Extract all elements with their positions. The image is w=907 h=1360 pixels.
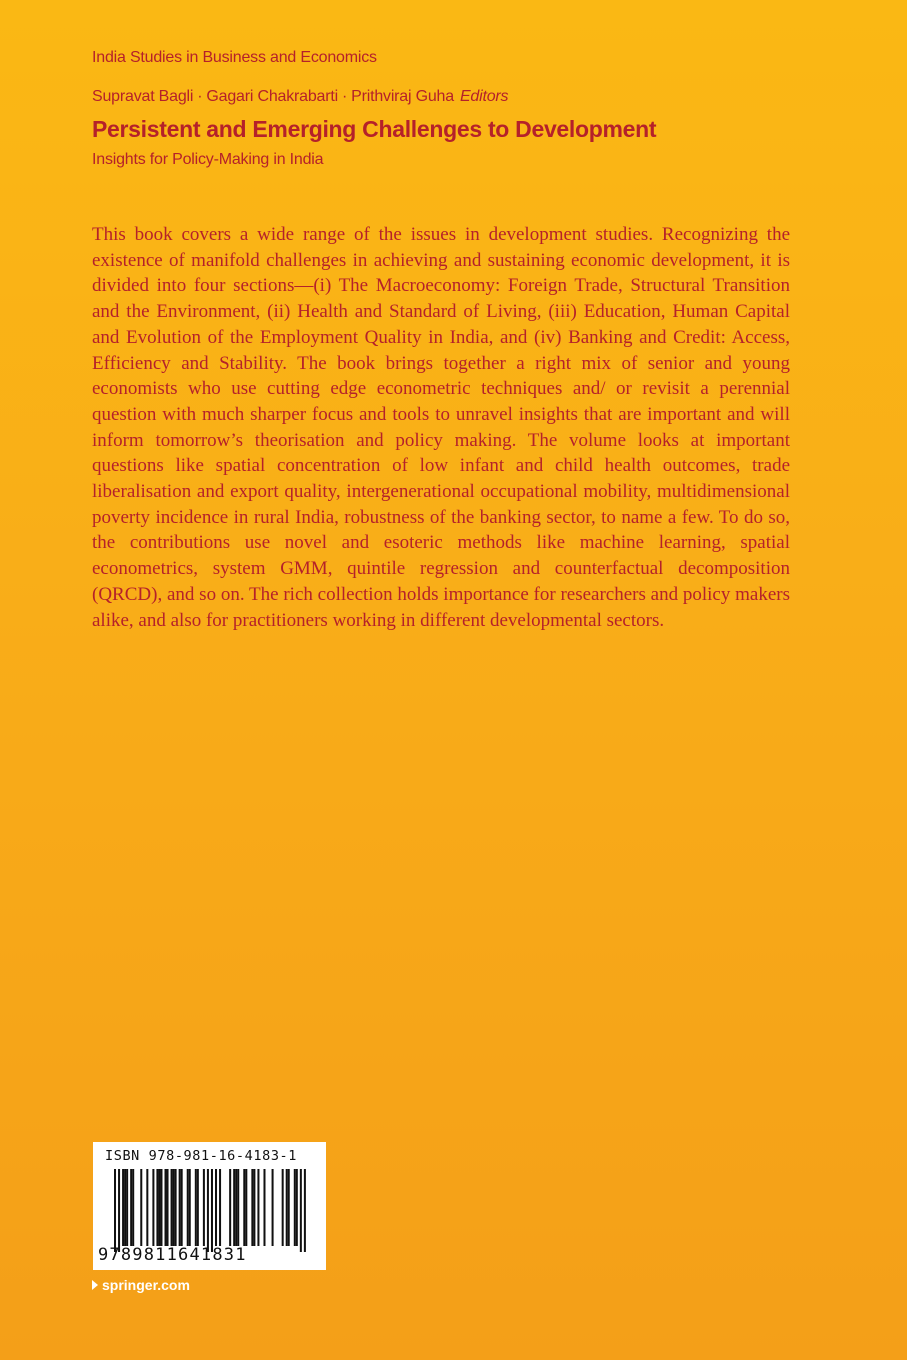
barcode-bar	[237, 1169, 239, 1246]
barcode-bar	[243, 1169, 245, 1246]
website-link[interactable]	[92, 1277, 190, 1293]
barcode-bar	[233, 1169, 235, 1246]
barcode-bar	[165, 1169, 167, 1246]
barcode-bar	[215, 1169, 217, 1246]
barcode-bar	[122, 1169, 124, 1246]
barcode-bar	[189, 1169, 191, 1246]
barcode-bar	[235, 1169, 237, 1246]
barcode-bar	[211, 1169, 213, 1252]
barcode-bar	[187, 1169, 189, 1246]
barcode-bar	[124, 1169, 126, 1246]
barcode-bar	[282, 1169, 284, 1246]
editor-name: Supravat Bagli	[92, 88, 194, 105]
barcode-bar	[118, 1169, 120, 1252]
barcode-bar	[294, 1169, 296, 1246]
barcode-bar	[197, 1169, 199, 1246]
barcode-bar	[130, 1169, 132, 1246]
barcode-bar	[195, 1169, 197, 1246]
barcode-bar	[167, 1169, 169, 1246]
barcode-bar	[114, 1169, 116, 1252]
editor-separator: ·	[197, 88, 203, 105]
editor-name: Gagari Chakrabarti	[206, 88, 338, 105]
barcode-bar	[158, 1169, 160, 1246]
barcode-bar	[286, 1169, 288, 1246]
barcode-bar	[257, 1169, 259, 1246]
barcode-bar	[179, 1169, 181, 1246]
barcode-bar	[126, 1169, 128, 1246]
isbn-label: ISBN 978-981-16-4183-1	[105, 1148, 298, 1164]
barcode-bar	[207, 1169, 209, 1252]
editor-separator: ·	[341, 88, 348, 105]
barcode-bar	[160, 1169, 162, 1246]
barcode-bar	[251, 1169, 253, 1246]
arrow-right-icon	[92, 1280, 98, 1290]
book-description: This book covers a wide range of the issues in development studies. Recognizing the existence of manifold challenges in achieving and sustaining economic development, it is divided into four sections—(i) The Macroeconomy: Foreign Trade, Structural Transition and the Environment, (ii) Health and Standard of Living, (iii) Education, Human Capital and Evolution of the Employment Quality in India, and (iv) Banking and Credit: Access, Efficiency and Stability. The book brings together a right mix of senior and young economists who use cutting edge econometric techniques and/ or revisit a perennial question with much sharper focus and tools to unravel insights that are important and will inform tomorrow’s theorisation and policy making. The volume looks at important questions like spatial concentration of low infant and child health outcomes, trade liberalisation and export quality, intergenerational occupational mobility, multidimensional poverty incidence in rural India, robustness of the banking sector, to name a few. To do so, the contributions use novel and esoteric methods like machine learning, spatial econometrics, system GMM, quintile regression and counterfactual decomposition (QRCD), and so on. The rich collection holds importance for researchers and policy makers alike, and also for practitioners working in different developmental sectors.	[92, 224, 790, 631]
barcode-bar	[175, 1169, 177, 1246]
barcode-bar	[173, 1169, 175, 1246]
barcode-bar	[229, 1169, 231, 1246]
barcode-digits: 9789811641831	[98, 1245, 247, 1265]
barcode-bar	[263, 1169, 265, 1246]
barcode-bar	[181, 1169, 183, 1246]
barcode-bar	[245, 1169, 247, 1246]
website-label: springer.com	[102, 1277, 190, 1293]
book-title: Persistent and Emerging Challenges to Development	[92, 116, 657, 142]
barcode-bar	[156, 1169, 158, 1246]
barcode-bar	[304, 1169, 306, 1252]
barcode-bar	[253, 1169, 255, 1246]
barcode-bar	[132, 1169, 134, 1246]
barcode-bar	[272, 1169, 274, 1246]
barcode-bar	[203, 1169, 205, 1246]
barcode-bar	[152, 1169, 154, 1246]
barcode-bar	[296, 1169, 298, 1246]
barcode-block	[93, 1142, 326, 1270]
barcode-bar	[146, 1169, 148, 1246]
barcode-bar	[300, 1169, 302, 1252]
editor-name: Prithviraj Guha	[351, 88, 454, 105]
barcode-bar	[219, 1169, 221, 1246]
editors-role: Editors	[459, 88, 509, 105]
barcode-bar	[140, 1169, 142, 1246]
barcode-bar	[171, 1169, 173, 1246]
barcode-bar	[288, 1169, 290, 1246]
series-title: India Studies in Business and Economics	[92, 49, 377, 66]
book-subtitle: Insights for Policy-Making in India	[92, 151, 324, 168]
editors-line	[92, 88, 508, 106]
